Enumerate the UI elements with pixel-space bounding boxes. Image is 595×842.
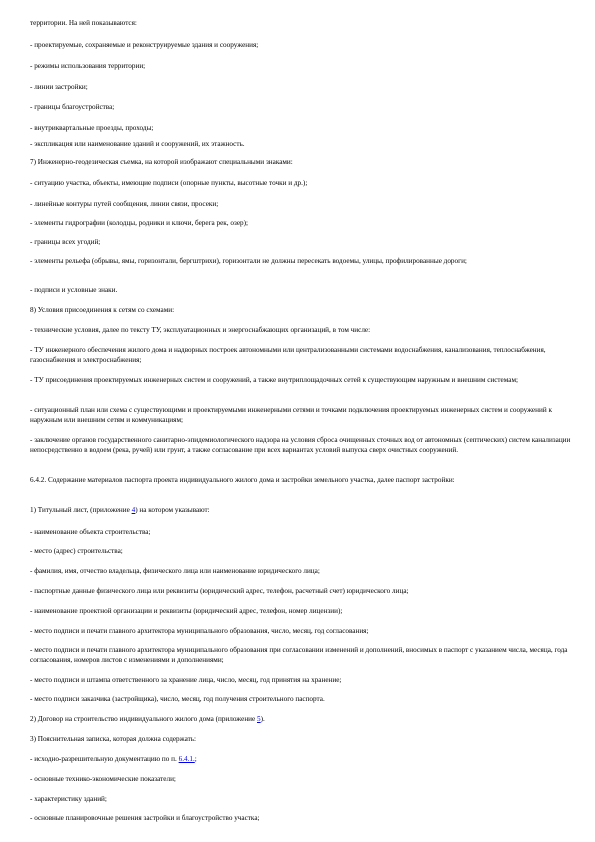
list-item: - паспортные данные физического лица или реквизиты (юридический адрес, телефон, расчетный счет) юридического лица; xyxy=(30,587,409,595)
list-item: - основные планировочные решения застройки и благоустройство участка; xyxy=(30,814,260,822)
paragraph xyxy=(30,505,575,515)
appendix-5-link[interactable]: 5 xyxy=(257,715,261,723)
list-item: - место подписи и штампа ответственного за хранение лица, число, месяц, год принятия на хранение; xyxy=(30,676,342,684)
list-item: - подписи и условные знаки. xyxy=(30,286,118,294)
paragraph-text: ) на котором указывают: xyxy=(135,506,210,514)
section-heading: 8) Условия присоединения к сетям со схемами: xyxy=(30,306,175,314)
section-heading: 7) Инженерно-геодезическая съемка, на которой изображают специальными знаками: xyxy=(30,158,293,166)
paragraph-text: 2) Договор на строительство индивидуального жилого дома (приложение xyxy=(30,715,258,723)
list-item: - место подписи и печати главного архитектора муниципального образования при согласовании изменений и дополнений, вносимых в паспорт с указанием числа, месяца, года согласования, номеров листов с изменениями и дополнениями; xyxy=(30,646,568,664)
list-item: - границы всех угодий; xyxy=(30,238,101,246)
list-item: - характеристику зданий; xyxy=(30,795,107,803)
list-item: - место (адрес) строительства; xyxy=(30,547,123,555)
list-item: - линии застройки; xyxy=(30,83,88,91)
list-item: - ТУ инженерного обеспечения жилого дома и надворных построек автономными или централизованными системами водоснабжения, канализования, теплоснабжения, газоснабжения и электроснабжения; xyxy=(30,346,546,364)
section-heading: 3) Пояснительная записка, которая должна содержать: xyxy=(30,735,197,743)
list-item: - место подписи заказчика (застройщика), число, месяц, год получения строительного паспорта. xyxy=(30,695,325,703)
list-item: - элементы гидрографии (колодцы, родники и ключи, берега рек, озер); xyxy=(30,219,248,227)
list-item: - ситуацию участка, объекты, имеющие подписи (опорные пункты, высотные точки и др.); xyxy=(30,179,308,187)
paragraph-text: 1) Титульный лист, (приложение xyxy=(30,506,132,514)
list-item: - заключение органов государственного санитарно-эпидемиологического надзора на условия сброса очищенных сточных вод от автономных (септических) систем канализации непосредственно в водоем (река, ручей) или грунт, а также согласование при всех вариантах условий выпуска сверх очистных сооружений. xyxy=(30,436,571,454)
list-item: - внутриквартальные проезды, проходы; xyxy=(30,124,154,132)
list-item: - фамилия, имя, отчество владельца, физического лица или наименование юридического лица; xyxy=(30,567,320,575)
paragraph-text: ). xyxy=(260,715,265,723)
list-item: - границы благоустройства; xyxy=(30,103,115,111)
section-heading: 6.4.2. Содержание материалов паспорта проекта индивидуального жилого дома и застройки земельного участка, далее паспорт застройки: xyxy=(30,476,455,484)
list-item: - ТУ присоединения проектируемых инженерных систем и сооружений, а также внутриплощадочных сетей к существующим наружным и внешним системам; xyxy=(30,376,518,384)
list-item: - ситуационный план или схема с существующими и проектируемыми инженерными сетями и точками подключения проектируемых инженерных систем и сооружений к наружным или внешним сетям и коммуникациям; xyxy=(30,406,552,424)
appendix-4-link[interactable]: 4 xyxy=(131,506,136,514)
list-item: - место подписи и печати главного архитектора муниципального образования, число, месяц, год согласования; xyxy=(30,627,369,635)
list-item: - линейные контуры путей сообщения, линии связи, просеки; xyxy=(30,200,219,208)
list-item: - элементы рельефа (обрывы, ямы, горизонтали, бергштрихи), горизонтали не должны пересекать водоемы, улицы, профилированные дороги; xyxy=(30,257,467,265)
list-item: - наименование проектной организации и реквизиты (юридический адрес, телефон, номер лицензии); xyxy=(30,607,343,615)
paragraph-text: - исходно-разрешительную документацию по п. xyxy=(30,755,179,763)
list-item: - режимы использования территории; xyxy=(30,62,146,70)
list-item: - основные технико-экономические показатели; xyxy=(30,775,176,783)
list-item xyxy=(30,754,575,764)
list-item: - наименование объекта строительства; xyxy=(30,528,151,536)
section-6-4-1-link[interactable]: 6.4.1. xyxy=(178,755,195,763)
paragraph: территории. На ней показываются: xyxy=(30,19,137,27)
paragraph xyxy=(30,714,575,724)
paragraph-text: ; xyxy=(194,755,197,763)
list-item: - технические условия, далее по тексту ТУ, эксплуатационных и энергоснабжающих организаций, в том числе: xyxy=(30,326,371,334)
list-item: - экспликация или наименование зданий и сооружений, их этажность. xyxy=(30,140,245,148)
list-item: - проектируемые, сохраняемые и реконструируемые здания и сооружения; xyxy=(30,41,259,49)
